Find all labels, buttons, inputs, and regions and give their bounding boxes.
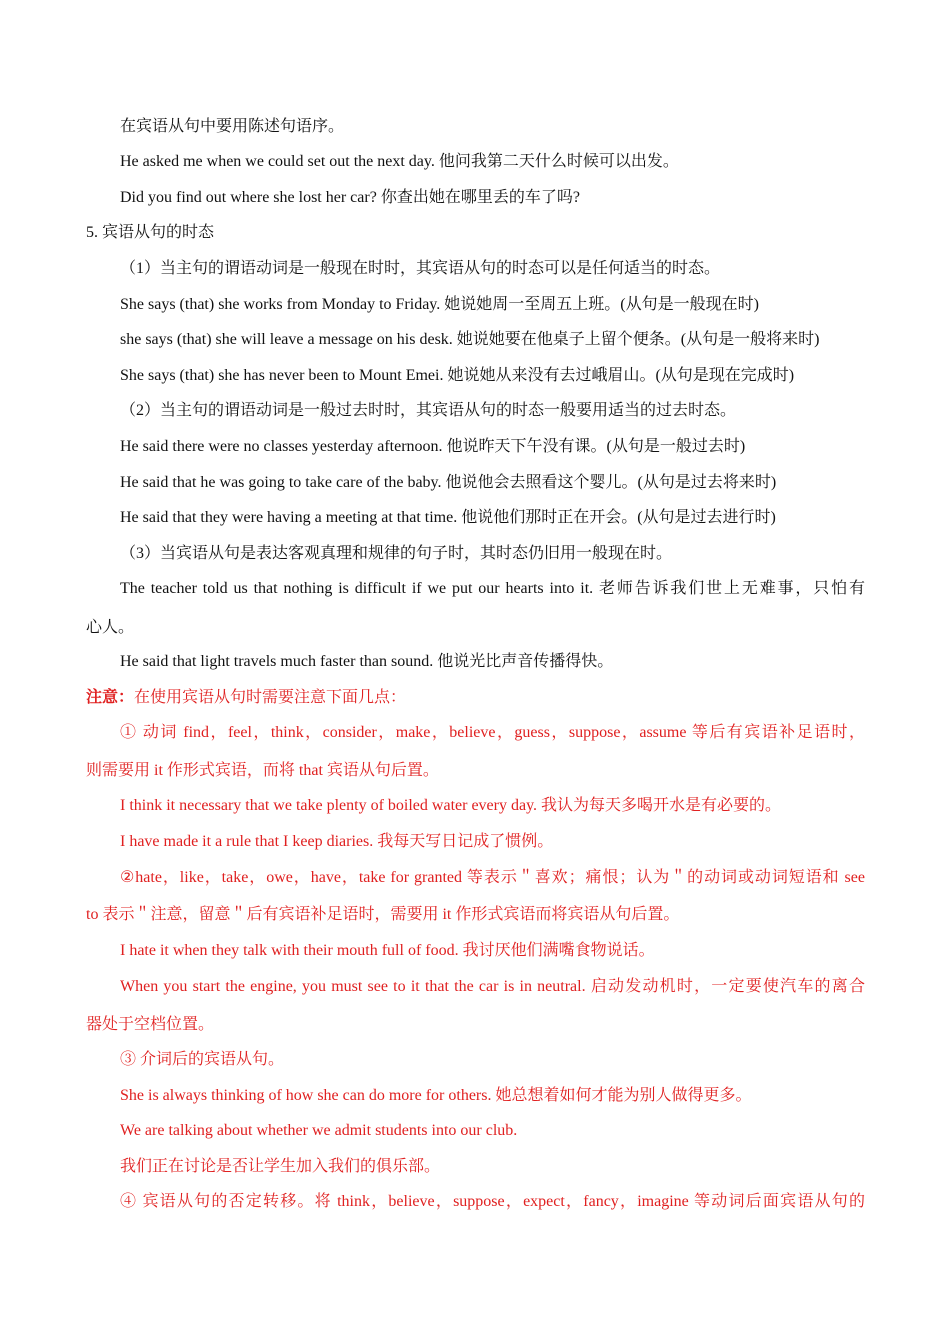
example-sentence: I think it necessary that we take plenty of boiled water every day. 我认为每天多喝开水是有必要的。 — [120, 797, 782, 814]
example-sentence: she says (that) she will leave a message on his desk. 她说她要在他桌子上留个便条。(从句是一般将来时) — [120, 331, 820, 348]
example-sentence: I hate it when they talk with their mouth full of food. 我讨厌他们满嘴食物说话。 — [120, 942, 655, 959]
example-sentence: He said there were no classes yesterday afternoon. 他说昨天下午没有课。(从句是一般过去时) — [120, 438, 746, 455]
note-point-3: ③ 介词后的宾语从句。 — [120, 1051, 285, 1068]
example-sentence: He said that light travels much faster than sound. 他说光比声音传播得快。 — [120, 653, 614, 670]
example-sentence: Did you find out where she lost her car? 你查出她在哪里丢的车了吗? — [120, 189, 580, 206]
example-sentence: He said that they were having a meeting at that time. 他说他们那时正在开会。(从句是过去进行时) — [120, 509, 776, 526]
note-point-1-continued: 则需要用 it 作形式宾语，而将 that 宾语从句后置。 — [86, 762, 439, 779]
note-point-4: ④ 宾语从句的否定转移。将 think，believe，suppose，expect，fancy，imagine 等动词后面宾语从句的 — [120, 1193, 865, 1210]
example-sentence: The teacher told us that nothing is difficult if we put our hearts into it. 老师告诉我们世上无难事，只怕有 — [120, 580, 865, 597]
note-heading — [86, 687, 406, 709]
note-point-2: ②hate，like，take，owe，have，take for granted 等表示＂喜欢；痛恨；认为＂的动词或动词短语和 see — [120, 869, 865, 886]
example-sentence: She says (that) she has never been to Mount Emei. 她说她从来没有去过峨眉山。(从句是现在完成时) — [120, 367, 795, 384]
note-intro: 在使用宾语从句时需要注意下面几点： — [134, 689, 407, 706]
example-sentence: He asked me when we could set out the next day. 他问我第二天什么时候可以出发。 — [120, 153, 679, 170]
note-point-1: ① 动词 find，feel，think，consider，make，believe，guess，suppose，assume 等后有宾语补足语时， — [120, 724, 865, 741]
rule-past-tense: （2）当主句的谓语动词是一般过去时时，其宾语从句的时态一般要用适当的过去时态。 — [120, 402, 737, 419]
example-sentence: She is always thinking of how she can do more for others. 她总想着如何才能为别人做得更多。 — [120, 1087, 752, 1104]
rule-present-tense: （1）当主句的谓语动词是一般现在时时，其宾语从句的时态可以是任何适当的时态。 — [120, 260, 721, 277]
example-sentence-continued: 心人。 — [86, 619, 135, 636]
paragraph-word-order-note: 在宾语从句中要用陈述句语序。 — [120, 118, 345, 135]
section-heading-tense: 5. 宾语从句的时态 — [86, 224, 215, 241]
example-sentence: He said that he was going to take care of the baby. 他说他会去照看这个婴儿。(从句是过去将来时) — [120, 474, 777, 491]
example-sentence: We are talking about whether we admit students into our club. — [120, 1122, 518, 1139]
example-sentence-continued: 器处于空档位置。 — [86, 1016, 215, 1033]
example-translation: 我们正在讨论是否让学生加入我们的俱乐部。 — [120, 1158, 441, 1175]
rule-universal-truth: （3）当宾语从句是表达客观真理和规律的句子时，其时态仍旧用一般现在时。 — [120, 545, 673, 562]
example-sentence: She says (that) she works from Monday to Friday. 她说她周一至周五上班。(从句是一般现在时) — [120, 296, 759, 313]
example-sentence: When you start the engine, you must see to it that the car is in neutral. 启动发动机时，一定要使汽车的离合 — [120, 978, 865, 995]
note-label: 注意： — [86, 689, 135, 706]
example-sentence: I have made it a rule that I keep diaries. 我每天写日记成了惯例。 — [120, 833, 554, 850]
note-point-2-continued: to 表示＂注意，留意＂后有宾语补足语时，需要用 it 作形式宾语而将宾语从句后置。 — [86, 906, 680, 923]
